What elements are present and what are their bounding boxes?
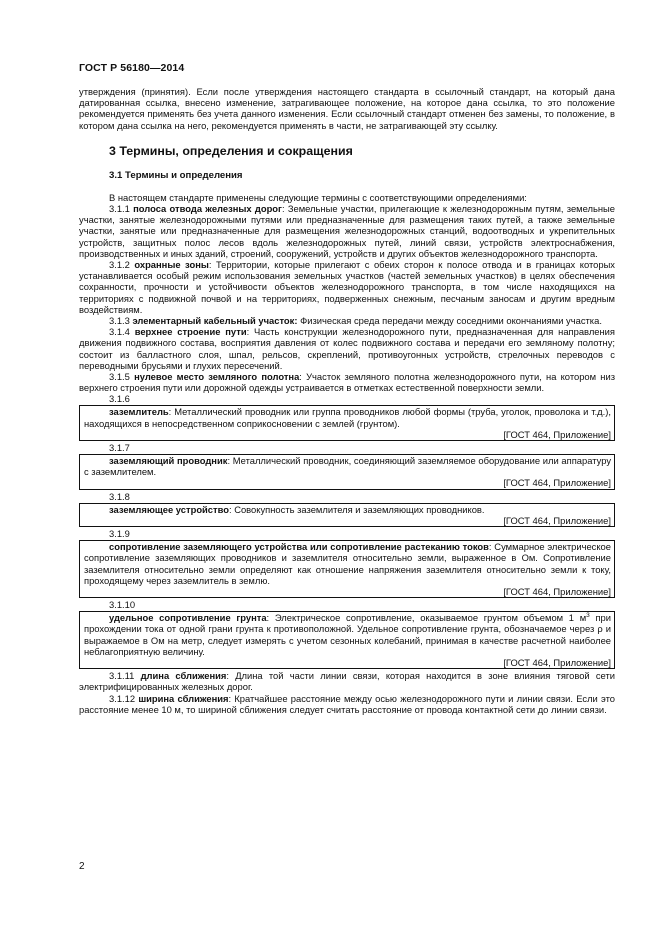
term-reference: [ГОСТ 464, Приложение] — [503, 656, 611, 668]
term-name: сопротивление заземляющего устройства или сопротивление растеканию токов — [109, 541, 489, 553]
boxed-term — [79, 611, 615, 669]
boxed-term — [79, 405, 615, 441]
term-entry — [84, 406, 611, 428]
term-definition: : Часть конструкции железнодорожного пути, предназначенная для направления движения подвижного состава, восприятия давления от колес подвижного состава и передачи его земляному полотну; состоит из балластного слоя, шпал, рельсов, скреплений, противоугонных устройств, стрелочных переводов с переводными брусьями и глухих пересечений. — [79, 326, 615, 371]
term-name: ширина сближения — [138, 692, 229, 704]
term-entry — [79, 693, 615, 715]
term-definition: : Металлический проводник или группа проводников любой формы (труба, уголок, проволока и т.д.), находящихся в непосредственном соприкосновении с землей (грунтом). — [84, 406, 611, 429]
term-number: 3.1.1 — [109, 203, 130, 215]
term-definition: : Электрическое сопротивление, оказываемое грунтом объемом 1 м — [266, 612, 587, 624]
term-number: 3.1.10 — [109, 599, 136, 611]
term-definition: : Металлический проводник, соединяющий заземляемое оборудование или аппаратуру с заземлителем. — [84, 455, 612, 478]
term-reference: [ГОСТ 464, Приложение] — [503, 585, 611, 597]
term-name: верхнее строение пути — [134, 326, 247, 338]
term-definition: : Совокупность заземлителя и заземляющих проводников. — [228, 503, 485, 515]
term-number: 3.1.12 — [109, 692, 136, 704]
boxed-term — [79, 540, 615, 598]
intro-paragraph: утверждения (принятия). Если после утверждения настоящего стандарта в ссылочный стандарт, на который дана датированная ссылка, внесено изменение, затрагивающее положение, на которое дана ссылка, то это положение рекомендуется применять без учета данного изменения. Если ссылочный стандарт отменен без замены, то положение, в котором дана ссылка на него, рекомендуется применять в части, не затрагивающей эту ссылку. — [79, 86, 615, 131]
term-name: заземляющее устройство — [109, 503, 229, 515]
term-number: 3.1.4 — [109, 326, 130, 338]
term-entry — [79, 259, 615, 315]
term-entry — [84, 612, 611, 657]
term-entry — [79, 326, 615, 371]
subsection-title: 3.1 Термины и определения — [109, 169, 243, 181]
term-reference: [ГОСТ 464, Приложение] — [503, 428, 611, 440]
section-title: 3 Термины, определения и сокращения — [109, 143, 353, 158]
document-body — [79, 86, 615, 715]
term-name: элементарный кабельный участок: — [132, 315, 298, 327]
term-reference: [ГОСТ 464, Приложение] — [503, 514, 611, 526]
term-name: заземляющий проводник — [109, 455, 228, 467]
term-entry — [79, 315, 615, 326]
term-definition: : Участок земляного полотна железнодорожного пути, на котором низ верхнего строения пути или дорожной одежды устраивается в отметках естественной поверхности земли. — [79, 371, 615, 394]
term-name: полоса отвода железных дорог — [133, 203, 282, 215]
term-definition: : Суммарное электрическое сопротивление заземляющих проводников и заземлителя относительно земли, выраженное в Ом. Сопротивление заземлителя относительно земли определяют как отношение напряжения заземлителя относительно земли к току, проходящему через заземлитель в землю. — [84, 541, 611, 586]
term-reference: [ГОСТ 464, Приложение] — [503, 477, 611, 489]
term-name: заземлитель — [109, 406, 169, 418]
term-definition: : Длина той части линии связи, которая находится в зоне влияния тяговой сети электрифицированных железных дорог. — [79, 670, 615, 693]
term-definition: : Кратчайшее расстояние между осью железнодорожного пути и линии связи. Если это расстояние менее 10 м, то шириной сближения следует считать расстояние от провода контактной сети до линии связи. — [79, 692, 615, 715]
superscript: 3 — [586, 612, 590, 620]
term-name: нулевое место земляного полотна — [134, 371, 300, 383]
term-number: 3.1.3 — [109, 315, 130, 327]
term-definition: : Территории, которые прилегают с обеих сторон к полосе отвода и в границах которых устанавливается особый режим использования земельных участков (частей земельных участков) в целях обеспечения сохранности, прочности и устойчивости объектов железнодорожного транспорта, в том числе находящихся на территориях с подвижной почвой и на территориях, подверженных снежным, песчаным заносам и другим вредным воздействиям. — [79, 259, 615, 315]
term-entry — [84, 541, 611, 586]
term-entry — [79, 371, 615, 393]
page-number: 2 — [79, 861, 85, 872]
boxed-term — [79, 503, 615, 527]
term-number: 3.1.8 — [109, 490, 130, 502]
document-header: ГОСТ Р 56180—2014 — [79, 62, 185, 74]
term-name: длина сближения — [140, 670, 227, 682]
term-number: 3.1.6 — [109, 393, 130, 405]
section-lead: В настоящем стандарте применены следующие термины с соответствующими определениями: — [109, 191, 527, 203]
term-definition: Физическая среда передачи между соседними окончаниями участка. — [297, 315, 602, 327]
boxed-term — [79, 454, 615, 490]
term-name: удельное сопротивление грунта — [109, 612, 267, 624]
term-number: 3.1.11 — [109, 670, 135, 682]
term-number: 3.1.2 — [109, 259, 130, 271]
term-definition: : Земельные участки, прилегающие к железнодорожным путям, земельные участки, занятые железнодорожными путями или предназначенные для размещения таких путей, а также земельные участки, занятые или предназначенные для размещения железнодорожных станций, водоотводных и укрепительных устройств, защитных полос лесов вдоль железнодорожных путей, линий связи, устройств электроснабжения, производственных и иных зданий, строений, сооружений, устройств и других объектов железнодорожного транспорта. — [79, 203, 616, 259]
term-number: 3.1.9 — [109, 528, 130, 540]
term-number: 3.1.7 — [109, 442, 130, 454]
term-definition-cont: при прохождении тока от одной грани грунта к противоположной. Удельное сопротивление грунта, обозначаемое через ρ и выражаемое в Ом на метр, следует измерять с учетом сезонных колебаний, принимая в качестве расчетной наиболее неблагоприятную величину. — [84, 612, 612, 657]
term-entry — [79, 203, 615, 259]
term-number: 3.1.5 — [109, 371, 130, 383]
term-entry — [84, 504, 611, 515]
term-entry — [84, 455, 611, 477]
term-name: охранные зоны — [134, 259, 209, 271]
term-entry — [79, 670, 615, 692]
